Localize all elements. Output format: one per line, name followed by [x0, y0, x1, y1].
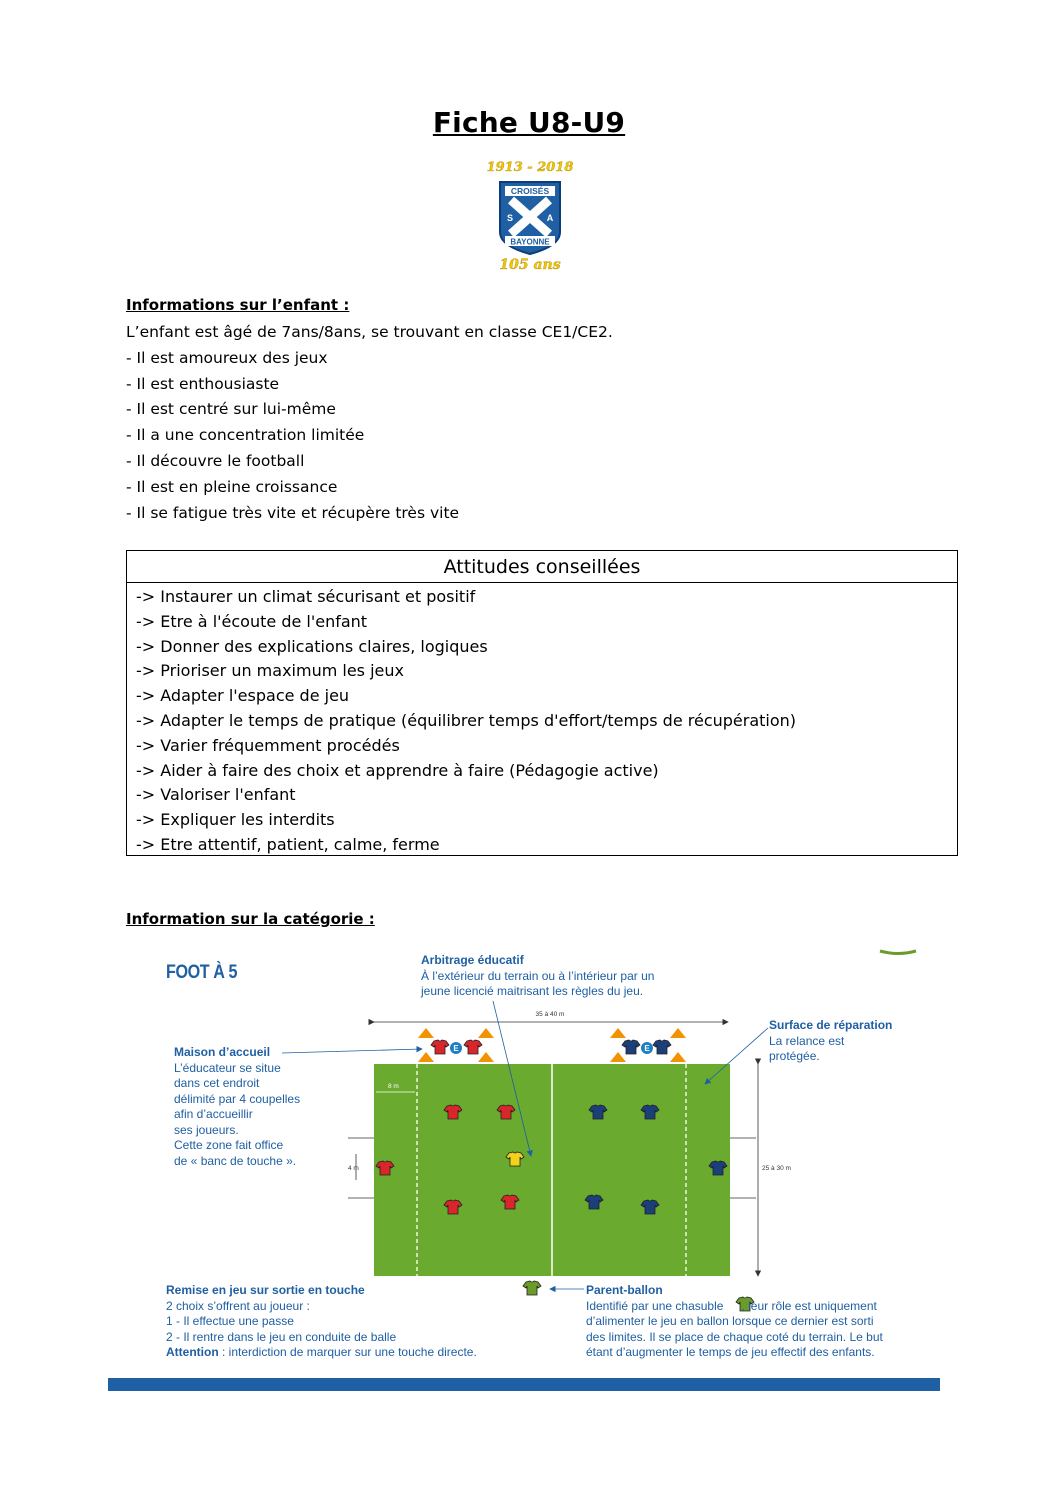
remise-line: 1 - Il effectue une passe — [166, 1314, 294, 1328]
remise-line: 2 - Il rentre dans le jeu en conduite de balle — [166, 1329, 397, 1344]
attitude-item: -> Instaurer un climat sécurisant et positif — [136, 587, 476, 606]
surface-arrow — [705, 1028, 768, 1084]
attitude-item: -> Donner des explications claires, logiques — [136, 636, 488, 656]
parent-note — [586, 1283, 883, 1361]
educator-badge-letter: E — [644, 1044, 650, 1053]
maison-line: de « banc de touche ». — [174, 1153, 297, 1168]
remise-note — [166, 1283, 477, 1361]
attitude-item: -> Etre à l'écoute de l'enfant — [136, 611, 368, 631]
cone — [670, 1052, 686, 1062]
area-label: 8 m — [388, 1083, 399, 1090]
substitute-red — [464, 1040, 482, 1054]
crest-left-letter: S — [506, 213, 514, 223]
crest-bottom-text: BAYONNE — [510, 237, 550, 247]
left-coaching-zone — [418, 1028, 494, 1062]
substitute-blue — [622, 1040, 640, 1054]
parent-title: Parent-ballon — [586, 1283, 663, 1297]
cone — [610, 1028, 626, 1038]
top-right-shape — [880, 951, 916, 954]
cone — [610, 1052, 626, 1062]
child-info-line: - Il découvre le football — [126, 451, 305, 470]
arbitrage-title: Arbitrage éducatif — [421, 953, 524, 967]
club-crest — [497, 180, 563, 256]
parent-line-1b: , leur rôle est uniquement — [741, 1298, 877, 1313]
cone — [418, 1052, 434, 1062]
child-info-line: - Il se fatigue très vite et récupère très vite — [126, 503, 460, 522]
attitude-item: -> Prioriser un maximum les jeux — [136, 661, 404, 681]
child-info-list — [126, 320, 613, 526]
child-info-heading: Informations sur l’enfant : — [126, 296, 350, 314]
attitudes-table — [126, 550, 958, 856]
foot-title: FOOT À 5 — [166, 962, 238, 983]
parent-line: étant d’augmenter le temps de jeu effectif des enfants. — [586, 1345, 875, 1359]
substitute-blue — [653, 1040, 671, 1054]
logo-anniversary: 105 ans — [499, 257, 561, 273]
footer-bar — [108, 1378, 940, 1391]
attitude-item: -> Adapter l'espace de jeu — [136, 686, 350, 706]
attitude-item: -> Adapter le temps de pratique (équilibrer temps d'effort/temps de récupération) — [136, 710, 797, 730]
child-info-line: - Il est en pleine croissance — [126, 477, 338, 496]
height-label: 25 à 30 m — [762, 1165, 791, 1172]
attitude-item: -> Etre attentif, patient, calme, ferme — [136, 834, 440, 854]
crest-top-text: CROISÉS — [510, 186, 550, 196]
maison-line: dans cet endroit — [174, 1076, 260, 1090]
attitude-item: -> Varier fréquemment procédés — [136, 735, 400, 755]
attention-label: Attention — [166, 1345, 219, 1359]
page-title: Fiche U8-U9 — [432, 106, 626, 139]
club-logo — [480, 160, 580, 276]
attitudes-heading: Attitudes conseillées — [127, 551, 957, 583]
attitude-item: -> Expliquer les interdits — [136, 810, 335, 830]
cone — [418, 1028, 434, 1038]
child-info-line: L’enfant est âgé de 7ans/8ans, se trouvant en classe CE1/CE2. — [126, 323, 613, 341]
maison-line: afin d’accueillir — [174, 1107, 253, 1121]
maison-line: L’éducateur se situe — [174, 1060, 281, 1075]
parent-line-1 — [586, 1299, 883, 1315]
attitudes-list — [127, 583, 957, 858]
substitute-red — [431, 1040, 449, 1054]
cone — [478, 1052, 494, 1062]
remise-line: 2 choix s’offrent au joueur : — [166, 1298, 310, 1313]
remise-attention — [166, 1345, 477, 1361]
child-info-line: - Il a une concentration limitée — [126, 426, 365, 445]
maison-line: délimité par 4 coupelles — [174, 1091, 301, 1106]
attitude-item: -> Aider à faire des choix et apprendre à faire (Pédagogie active) — [136, 760, 659, 780]
arbitrage-note — [421, 953, 654, 1000]
width-label: 35 à 40 m — [535, 1011, 565, 1018]
arbitrage-line: jeune licencié maitrisant les règles du jeu. — [421, 984, 644, 998]
cone — [670, 1028, 686, 1038]
surface-title: Surface de réparation — [769, 1018, 893, 1032]
attitude-item: -> Valoriser l'enfant — [136, 785, 296, 805]
surface-note — [769, 1018, 892, 1065]
category-heading: Information sur la catégorie : — [126, 910, 375, 928]
maison-note — [174, 1045, 300, 1169]
logo-years: 1913 - 2018 — [486, 160, 574, 175]
child-info-line: - Il est centré sur lui-même — [126, 400, 336, 419]
child-info-line: - Il est enthousiaste — [126, 374, 280, 393]
maison-line: ses joueurs. — [174, 1122, 239, 1137]
surface-line: La relance est — [769, 1033, 845, 1048]
educator-badge-letter: E — [453, 1044, 459, 1053]
maison-line: Cette zone fait office — [174, 1138, 284, 1152]
parent-ballon-jersey — [523, 1281, 541, 1295]
crest-right-letter: A — [546, 213, 554, 223]
cone — [478, 1028, 494, 1038]
surface-line: protégée. — [769, 1049, 820, 1063]
goal-label: 4 m — [348, 1165, 359, 1172]
attention-text: : interdiction de marquer sur une touche directe. — [218, 1345, 477, 1359]
right-coaching-zone — [610, 1028, 686, 1062]
parent-line: des limites. Il se place de chaque coté du terrain. Le but — [586, 1329, 883, 1344]
child-info-line: - Il est amoureux des jeux — [126, 348, 328, 367]
foot-a-5-diagram — [160, 948, 920, 1368]
maison-accueil-visible-arrow — [282, 1049, 422, 1053]
remise-title: Remise en jeu sur sortie en touche — [166, 1283, 365, 1297]
arbitrage-line: À l’extérieur du terrain ou à l’intérieur par un — [421, 968, 655, 983]
maison-title: Maison d’accueil — [174, 1045, 271, 1059]
parent-line-1a: Identifié par une chasuble — [586, 1298, 724, 1313]
parent-line: d’alimenter le jeu en ballon lorsque ce dernier est sorti — [586, 1314, 874, 1328]
